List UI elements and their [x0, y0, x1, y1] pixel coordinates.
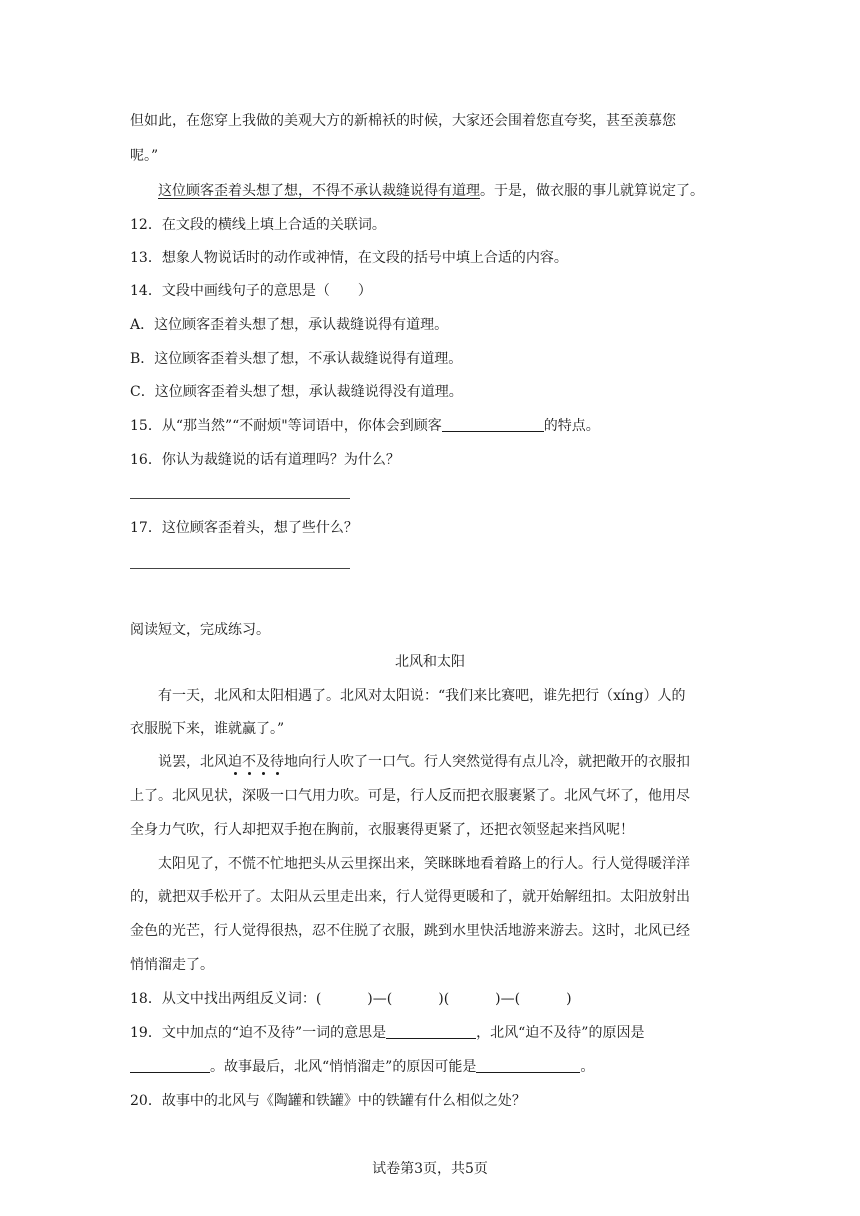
- answer-blank[interactable]: [442, 417, 544, 432]
- question-16: 16．你认为裁缝说的话有道理吗？为什么？: [130, 452, 400, 468]
- answer-line[interactable]: [130, 498, 350, 499]
- question-19-cont: 。故事最后，北风“悄悄溜走”的原因可能是 。: [130, 1057, 594, 1077]
- page-footer: 试卷第3页，共5页: [372, 1161, 488, 1177]
- question-20: 20．故事中的北风与《陶罐和铁罐》中的铁罐有什么相似之处？: [130, 1093, 526, 1109]
- story-line: 全身力气吹，行人却把双手抱在胸前，衣服裹得更紧了，还把衣领竖起来挡风呢！: [130, 822, 634, 838]
- story-line: 金色的光芒，行人觉得很热，忍不住脱了衣服，跳到水里快活地游来游去。这时，北风已经: [130, 923, 690, 939]
- dotted-char: 迫: [228, 754, 242, 770]
- answer-line[interactable]: [130, 568, 350, 569]
- reading-instruction: 阅读短文，完成练习。: [130, 622, 270, 638]
- dotted-char: 待: [270, 754, 284, 770]
- story-line: 上了。北风见状，深吸一口气用力吹。可是，行人反而把衣服裹紧了。北风气坏了，他用尽: [130, 788, 690, 804]
- passage-line: 这位顾客歪着头想了想，不得不承认裁缝说得有道理。于是，做衣服的事儿就算说定了。: [158, 183, 704, 199]
- story-title: 北风和太阳: [395, 654, 465, 670]
- story-line: 说罢，北风迫不及待地向行人吹了一口气。行人突然觉得有点儿冷，就把敞开的衣服扣: [158, 754, 690, 770]
- option-a[interactable]: A．这位顾客歪着头想了想，承认裁缝说得有道理。: [130, 317, 449, 333]
- question-15: 15．从“那当然”“不耐烦"等词语中，你体会到顾客 的特点。: [130, 418, 600, 434]
- underlined-sentence: 这位顾客歪着头想了想，不得不承认裁缝说得有道理: [158, 183, 480, 199]
- dotted-char: 不: [242, 754, 256, 770]
- story-line: 悄悄溜走了。: [130, 957, 214, 973]
- question-19: 19．文中加点的“迫不及待”一词的意思是 ，北风“迫不及待”的原因是: [130, 1025, 645, 1041]
- answer-blank[interactable]: [386, 1024, 476, 1039]
- passage-line: 呢。”: [130, 148, 159, 164]
- dotted-char: 及: [256, 754, 270, 770]
- answer-blank[interactable]: [130, 1058, 210, 1073]
- dotted-word: [228, 754, 284, 770]
- story-line: 太阳见了，不慌不忙地把头从云里探出来，笑眯眯地看着路上的行人。行人觉得暖洋洋: [158, 856, 690, 872]
- question-18: 18．从文中找出两组反义词：( )—( )( )—( ): [130, 991, 572, 1007]
- question-13: 13．想象人物说话时的动作或神情，在文段的括号中填上合适的内容。: [130, 250, 568, 266]
- answer-blank[interactable]: [476, 1058, 580, 1073]
- story-line: 衣服脱下来，谁就赢了。”: [130, 721, 285, 737]
- question-12: 12．在文段的横线上填上合适的关联词。: [130, 217, 386, 233]
- story-line: 的，就把双手松开了。太阳从云里走出来，行人觉得更暖和了，就开始解纽扣。太阳放射出: [130, 889, 690, 905]
- option-b[interactable]: B．这位顾客歪着头想了想，不承认裁缝说得有道理。: [130, 351, 463, 367]
- question-17: 17．这位顾客歪着头，想了些什么？: [130, 520, 358, 536]
- story-line: 有一天，北风和太阳相遇了。北风对太阳说：“我们来比赛吧，谁先把行（xíng）人的: [158, 688, 686, 704]
- passage-line: 但如此，在您穿上我做的美观大方的新棉袄的时候，大家还会围着您直夸奖，甚至羡慕您: [130, 113, 676, 129]
- question-14: 14．文段中画线句子的意思是（ ）: [130, 283, 372, 299]
- option-c[interactable]: C．这位顾客歪着头想了想，承认裁缝说得没有道理。: [130, 384, 463, 400]
